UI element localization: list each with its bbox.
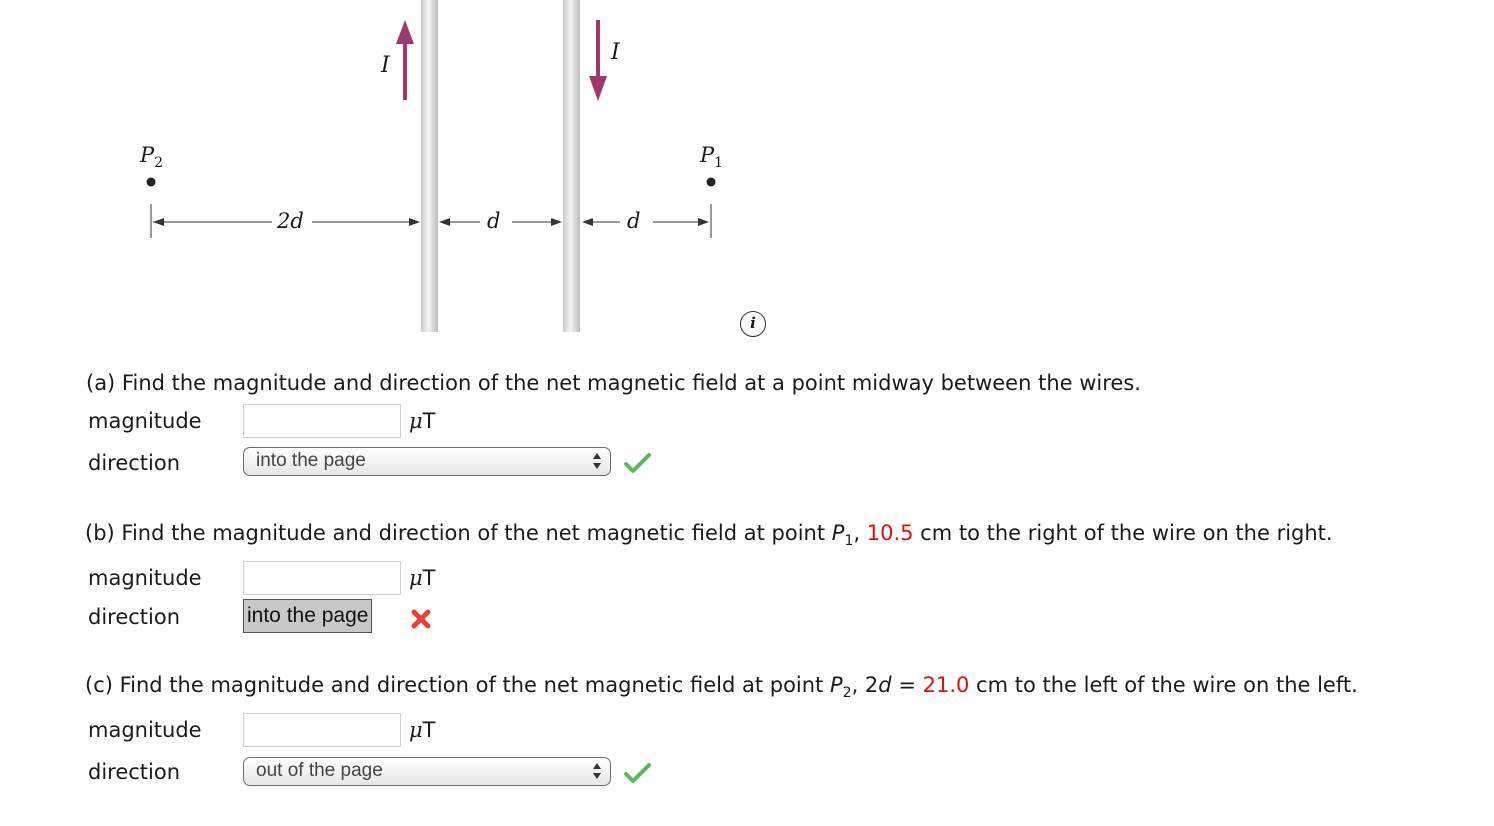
part-c-direction-value: out of the page — [256, 760, 383, 781]
part-a-direction-select[interactable] — [243, 447, 611, 476]
incorrect-cross-icon — [410, 608, 432, 630]
part-b-question: (b) Find the magnitude and direction of the net magnetic field at point $P_1$, 10.5 cm to the right of the wire on the right. — [85, 521, 1333, 550]
select-arrows-icon — [592, 452, 602, 470]
point-p2-label: $P_2$ — [140, 143, 164, 172]
select-arrows-icon — [592, 762, 602, 780]
distance-d-label-right: d — [627, 209, 641, 233]
point-p1-label: $P_1$ — [700, 143, 724, 172]
current-label-left: I — [381, 53, 390, 78]
part-b-direction-answer: into the page — [243, 599, 372, 633]
part-c-unit: μT — [409, 718, 436, 742]
current-down-arrow-icon — [589, 20, 607, 101]
part-c-direction-label: direction — [88, 760, 181, 784]
part-b-direction-label: direction — [88, 605, 181, 629]
part-b-magnitude-label: magnitude — [88, 566, 202, 590]
right-wire — [563, 0, 580, 332]
left-wire — [421, 0, 438, 332]
point-p1-dot — [707, 178, 716, 187]
part-a-magnitude-input[interactable] — [243, 404, 401, 438]
distance-d-label-middle: d — [487, 209, 501, 233]
part-b-magnitude-input[interactable] — [243, 561, 401, 595]
part-b-unit: μT — [409, 566, 436, 590]
distance-2d-label: 2d — [277, 209, 304, 233]
part-a-direction-value: into the page — [256, 450, 366, 471]
part-a-direction-label: direction — [88, 451, 181, 475]
part-c-direction-select[interactable] — [243, 757, 611, 786]
correct-check-icon — [624, 762, 651, 784]
point-p2-dot — [147, 178, 156, 187]
part-c-question: (c) Find the magnitude and direction of the net magnetic field at point $P_2$, 2d = 21.0 cm to the left of the wire on the left. — [85, 673, 1358, 702]
part-b-distance-value: 10.5 — [866, 521, 914, 545]
part-a-magnitude-label: magnitude — [88, 409, 202, 433]
part-c-magnitude-input[interactable] — [243, 713, 401, 747]
current-up-arrow-icon — [396, 20, 414, 100]
part-a-unit: μT — [409, 409, 436, 433]
part-a-question: (a) Find the magnitude and direction of the net magnetic field at a point midway between the wires. — [86, 371, 1141, 395]
correct-check-icon — [624, 452, 651, 474]
part-c-magnitude-label: magnitude — [88, 718, 202, 742]
info-icon[interactable]: i — [740, 311, 766, 337]
wire-diagram-svg — [0, 0, 800, 345]
current-label-right: I — [611, 40, 620, 65]
wire-diagram — [0, 0, 800, 345]
part-c-distance-value: 21.0 — [922, 673, 970, 697]
